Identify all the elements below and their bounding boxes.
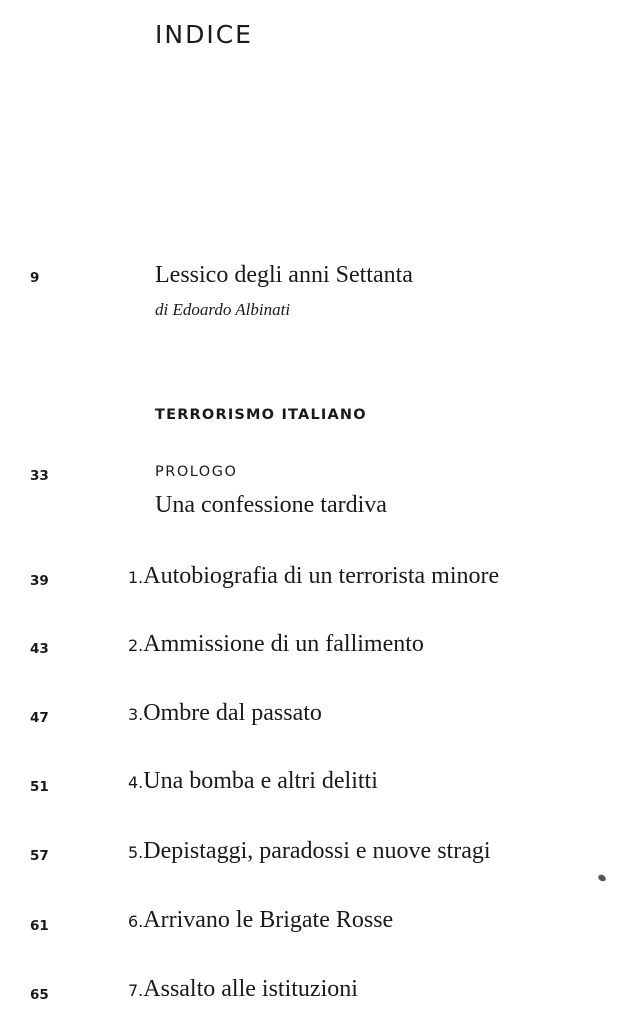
intro-title: Lessico degli anni Settanta [155,262,413,288]
scan-speck [597,873,607,882]
chapter-number: 2. [128,636,144,655]
page-number-chapter-1: 39 [30,573,49,589]
chapter-title: Autobiografia di un terrorista minore [143,563,500,589]
chapter-6 [128,907,393,934]
prologue-label: PROLOGO [155,464,238,480]
intro-author: di Edoardo Albinati [155,300,291,319]
chapter-5 [128,838,491,865]
chapter-title: Ombre dal passato [143,700,322,726]
page-number-intro: 9 [30,270,40,286]
chapter-2 [128,631,424,658]
chapter-title: Assalto alle istituzioni [143,976,358,1002]
page-number-chapter-3: 47 [30,710,49,726]
chapter-number: 5. [128,843,144,862]
chapter-number: 6. [128,912,144,931]
chapter-3 [128,700,322,727]
chapter-title: Arrivano le Brigate Rosse [143,907,394,933]
chapter-1 [128,563,499,590]
page-number-chapter-4: 51 [30,779,49,795]
page-number-chapter-5: 57 [30,848,49,864]
chapter-number: 3. [128,705,144,724]
prologue-title: Una confessione tardiva [155,492,387,518]
chapter-title: Una bomba e altri delitti [143,768,378,794]
page-title: INDICE [155,20,253,49]
chapter-title: Depistaggi, paradossi e nuove stragi [143,838,491,864]
page-number-chapter-7: 65 [30,987,49,1003]
page-number-chapter-6: 61 [30,918,49,934]
chapter-4 [128,768,378,795]
page-number-prologue: 33 [30,468,49,484]
chapter-number: 7. [128,981,144,1000]
chapter-title: Ammissione di un fallimento [143,631,424,657]
chapter-number: 4. [128,773,144,792]
chapter-number: 1. [128,568,144,587]
section-heading: TERRORISMO ITALIANO [155,407,367,423]
page-number-chapter-2: 43 [30,641,49,657]
chapter-7 [128,976,358,1003]
